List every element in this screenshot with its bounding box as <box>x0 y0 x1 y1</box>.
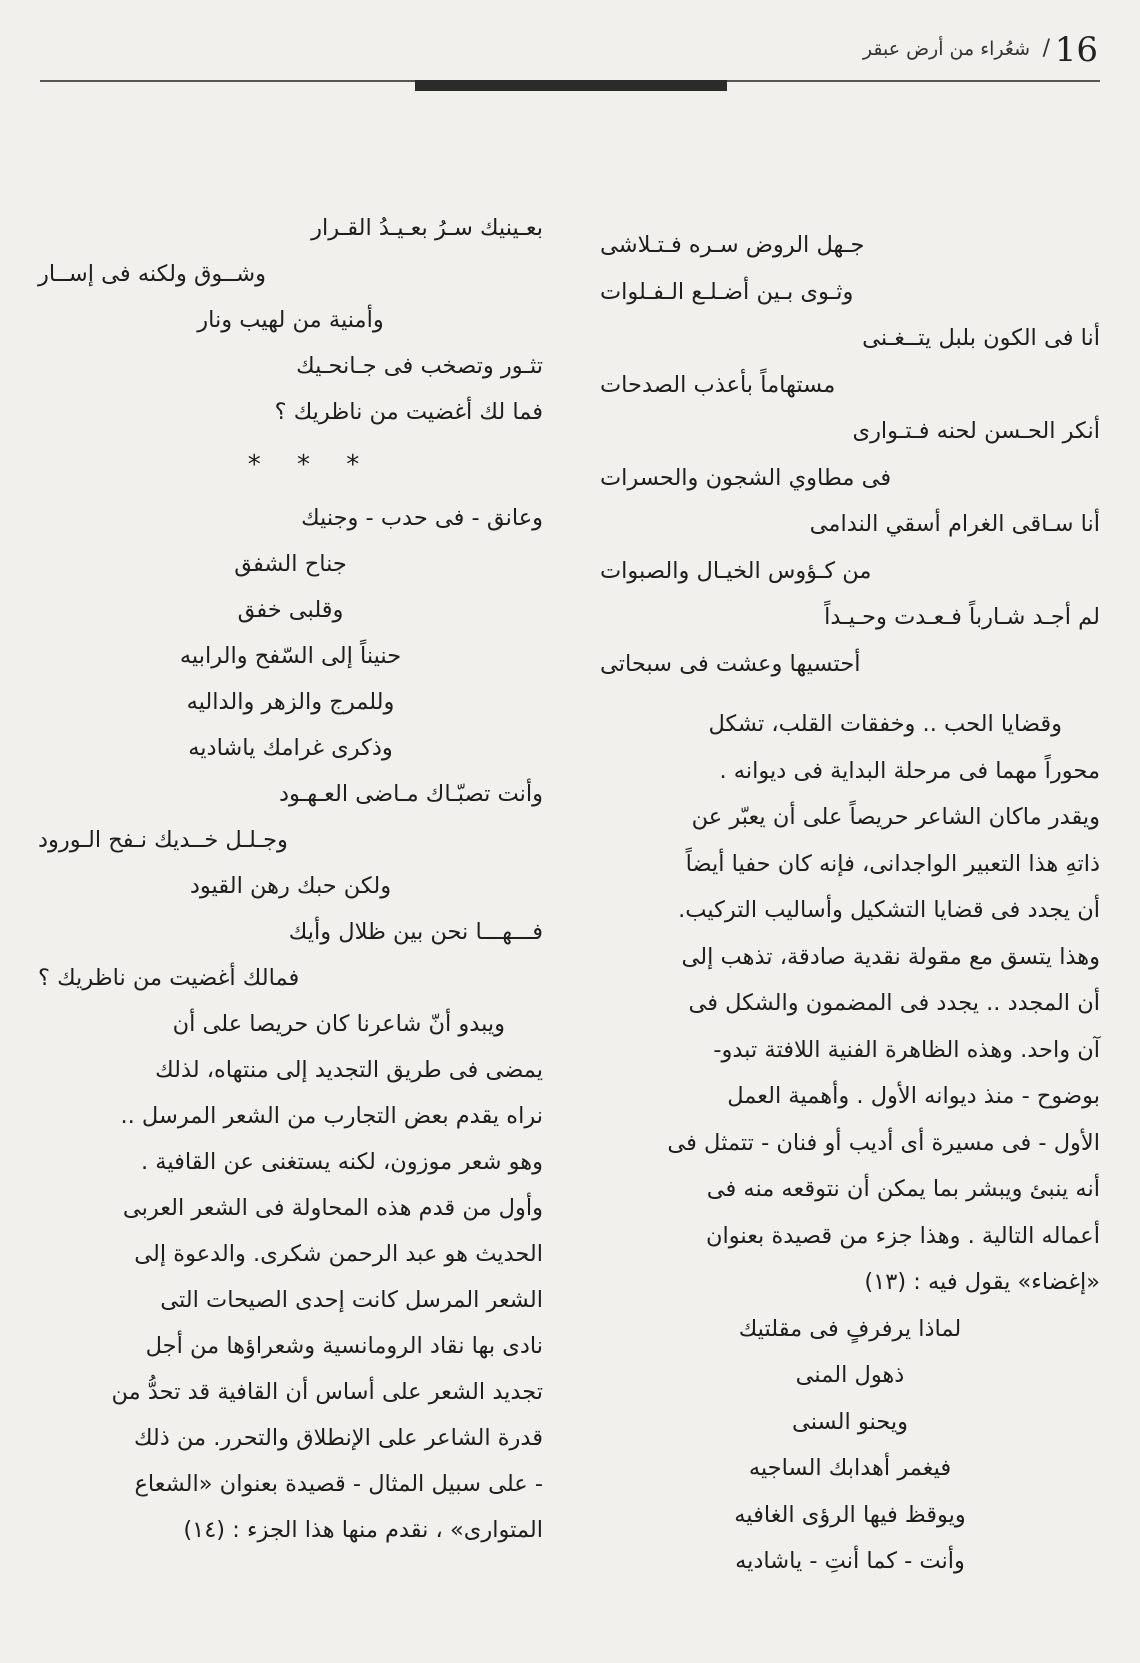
prose-line: الأول - فى مسيرة أى أديب أو فنان - تتمثل فى <box>667 1129 1100 1156</box>
prose-line: ويبدو أنّ شاعرنا كان حريصا على أن <box>172 1011 505 1037</box>
verse-line: جناح الشفق <box>234 551 347 577</box>
prose-line: أنه ينبئ ويبشر بما يمكن أن نتوقعه منه فى <box>706 1176 1100 1202</box>
verse-line: وللمرج والزهر والداليه <box>186 689 395 715</box>
left-column <box>38 205 543 1553</box>
verse-line: تثـور وتصخب فى جـانحـيك <box>296 353 543 379</box>
verse-line: لماذا يرفرفٍ فى مقلتيك <box>738 1315 962 1342</box>
running-title: شعُراء من أرض عبقر <box>862 38 1030 60</box>
verse-line: أحتسيها وعشت فى سبحاتى <box>600 650 861 677</box>
prose-line: وقضايا الحب .. وخفقات القلب، تشكل <box>708 711 1062 737</box>
prose-line: أن يجدد فى قضايا التشكيل وأساليب التركيب. <box>678 897 1100 923</box>
section-separator-stars: * * * <box>247 450 374 480</box>
verse-line: ويوقظ فيها الرؤى الغافيه <box>734 1501 966 1528</box>
prose-line: وهو شعر موزون، لكنه يستغنى عن القافية . <box>140 1149 543 1175</box>
verse-line: وقلبى خفق <box>237 597 344 623</box>
verse-line: فمالك أغضيت من ناظريك ؟ <box>38 965 300 991</box>
verse-line: وأنت تصبّـاك مـاضى العـهـود <box>278 781 543 807</box>
header-separator: / <box>1042 36 1050 61</box>
prose-line: الحديث هو عبد الرحمن شكرى. والدعوة إلى <box>134 1241 543 1267</box>
verse-line: أنا فى الكون بلبل يتــغـنى <box>862 325 1100 351</box>
prose-paragraph-1 <box>600 701 1100 1306</box>
prose-line: تجديد الشعر على أساس أن القافية قد تحدُّ من <box>111 1379 543 1405</box>
poem-4 <box>38 495 543 1001</box>
page-number: 16 <box>1054 30 1098 70</box>
prose-line: يمضى فى طريق التجديد إلى منتهاه، لذلك <box>155 1057 543 1083</box>
verse-line: فـــهـــا نحن بين ظلال وأيك <box>288 919 543 945</box>
prose-line: قدرة الشاعر على الإنطلاق والتحرر. من ذلك <box>133 1425 543 1451</box>
verse-line: ذهول المنى <box>795 1362 905 1388</box>
verse-line: ولكن حبك رهن القيود <box>189 873 392 899</box>
poem-2 <box>600 1306 1100 1585</box>
prose-line: نادى بها نقاد الرومانسية وشعراؤها من أجل <box>145 1333 543 1359</box>
prose-line: الشعر المرسل كانت إحدى الصيحات التى <box>160 1287 543 1313</box>
poem-3 <box>38 205 543 435</box>
verse-line: فما لك أغضيت من ناظريك ؟ <box>274 399 543 425</box>
verse-line: ويحنو السنى <box>792 1408 908 1435</box>
verse-line: أنكر الحـسن لحنه فـتـوارى <box>852 418 1100 444</box>
verse-line: وثـوى بـين أضـلـع الـفـلوات <box>600 278 854 305</box>
page-header <box>0 22 1140 82</box>
verse-line: من كـؤوس الخيـال والصبوات <box>600 557 872 584</box>
prose-line: «إغضاء» يقول فيه : (١٣) <box>864 1269 1100 1295</box>
verse-line: فيغمر أهدابك الساجيه <box>748 1455 952 1481</box>
verse-line: وجـلـل خــديك نـفح الـورود <box>38 827 288 853</box>
prose-line: أن المجدد .. يجدد فى المضمون والشكل فى <box>688 990 1100 1016</box>
prose-line: آن واحد. وهذه الظاهرة الفنية اللافتة تبدو- <box>713 1036 1100 1063</box>
verse-line: وذكرى غرامك ياشاديه <box>188 735 393 761</box>
prose-line: ويقدر ماكان الشاعر حريصاً على أن يعبّر عن <box>691 804 1100 830</box>
verse-line: أنا سـاقى الغرام أسقي الندامى <box>809 511 1100 537</box>
right-column <box>600 222 1100 1585</box>
prose-line: أعماله التالية . وهذا جزء من قصيدة بعنوان <box>706 1222 1100 1249</box>
prose-line: - على سبيل المثال - قصيدة بعنوان «الشعاع <box>134 1471 543 1497</box>
prose-paragraph-2 <box>38 1001 543 1553</box>
prose-line: المتوارى» ، نقدم منها هذا الجزء : (١٤) <box>183 1517 543 1543</box>
verse-line: وأمنية من لهيب ونار <box>197 307 384 333</box>
verse-line: حنيناً إلى السّفح والرابيه <box>179 643 402 669</box>
verse-line: فى مطاوي الشجون والحسرات <box>600 464 892 491</box>
verse-line: مستهاماً بأعذب الصدحات <box>600 371 836 398</box>
verse-line: وشــوق ولكنه فى إســار <box>38 261 266 287</box>
verse-line: وعانق - فى حدب - وجنيك <box>301 505 543 531</box>
verse-line: جـهل الروض سـره فـتـلاشى <box>600 232 865 258</box>
prose-line: وهذا يتسق مع مقولة نقدية صادقة، تذهب إلى <box>681 943 1100 970</box>
prose-line: محوراً مهما فى مرحلة البداية فى ديوانه . <box>719 757 1100 784</box>
verse-line: وأنت - كما أنتِ - ياشاديه <box>735 1548 965 1574</box>
poem-1 <box>600 222 1100 687</box>
header-bar <box>415 80 727 91</box>
prose-line: نراه يقدم بعض التجارب من الشعر المرسل .. <box>120 1103 543 1129</box>
verse-line: بعـينيك سـرُ بعـيـدُ القـرار <box>311 215 543 241</box>
prose-line: ذاتهِ هذا التعبير الواجدانى، فإنه كان حفيا أيضاً <box>685 850 1100 877</box>
prose-line: بوضوح - منذ ديوانه الأول . وأهمية العمل <box>727 1083 1100 1109</box>
prose-line: وأول من قدم هذه المحاولة فى الشعر العربى <box>122 1195 543 1221</box>
verse-line: لم أجـد شـارباً فـعـدت وحـيـداً <box>824 604 1100 630</box>
